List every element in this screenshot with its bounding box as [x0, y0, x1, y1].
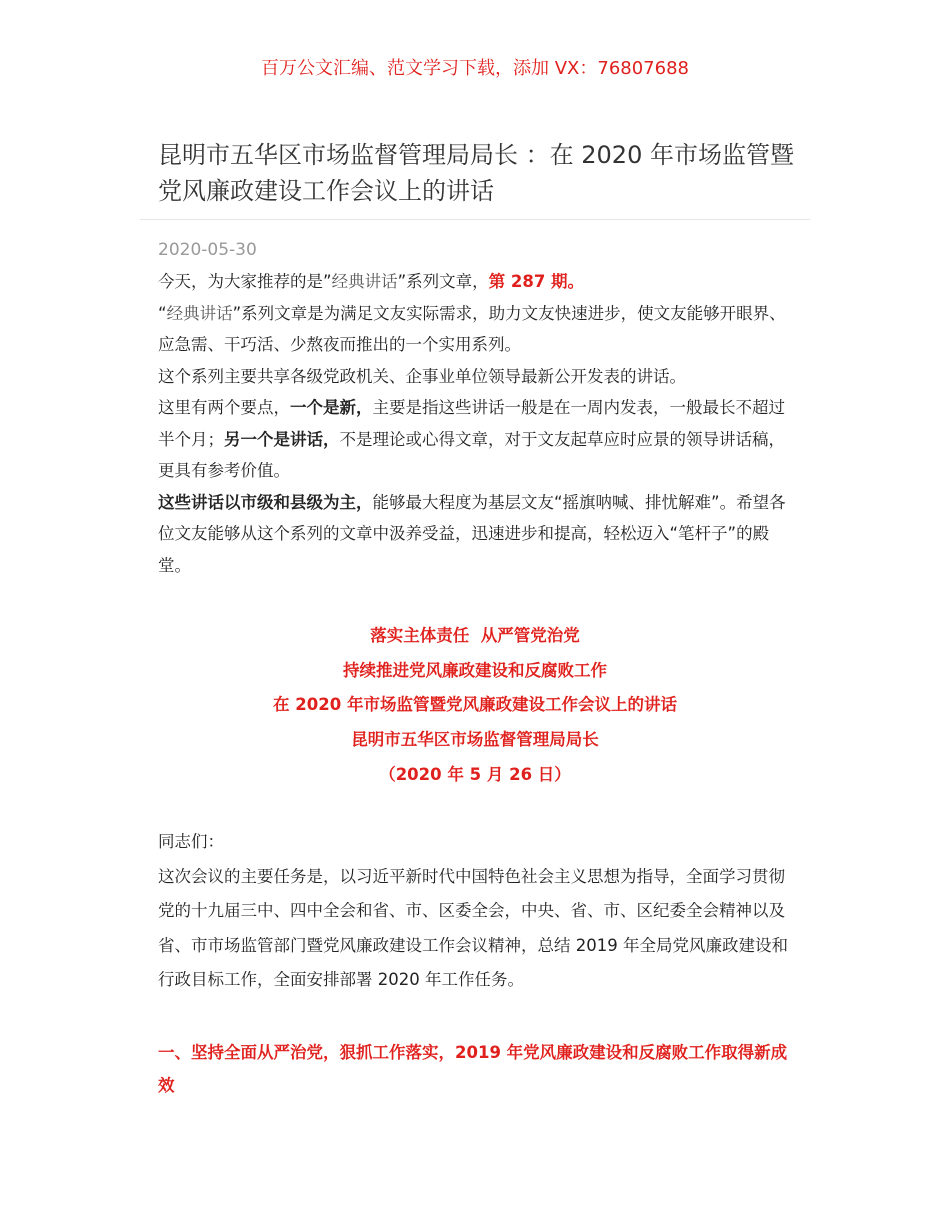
intro-text: 不是理论或心得文章，对于文友起草应时应景的领导讲话稿，更具有参考价值。 [158, 429, 785, 480]
publish-date: 2020-05-30 [158, 240, 257, 260]
speech-heading-line: 昆明市五华区市场监督管理局局长 [351, 730, 599, 750]
intro-text: 这里有两个要点， [158, 398, 290, 417]
body-paragraph: 这次会议的主要任务是，以习近平新时代中国特色社会主义思想为指导，全面学习贯彻党的十九届三中、四中全会和省、市、区委全会，中央、省、市、区纪委全会精神以及省、市市场监管部门暨党风廉政建设工作会议精神，总结 2019 年全局党风廉政建设和行政目标工作，全面安排部署 2020 年工作任务。 [158, 866, 788, 989]
intro-paragraph-4 [158, 392, 793, 487]
intro-text: 今天，为大家推荐的是” [158, 272, 332, 291]
series-name: 经典讲话 [331, 272, 398, 291]
section-heading-1: 一、坚持全面从严治党，狠抓工作落实，2019 年党风廉政建设和反腐败工作取得新成效 [158, 1043, 788, 1095]
key-point: 这些讲话以市级和县级为主， [158, 492, 373, 512]
intro-text: ”系列文章是为满足文友实际需求，助力文友快速进步，使文友能够开眼界、应急需、干巧活、少熬夜而推出的一个实用系列。 [158, 303, 786, 354]
series-name: 经典讲话 [166, 303, 233, 323]
intro-text: 主要是指这些讲话一般是在一周内发表，一般最长不超过半个月； [158, 398, 785, 449]
promo-banner: 百万公文汇编、范文学习下载，添加 VX：76807688 [261, 58, 689, 79]
issue-number: 第 287 期。 [488, 272, 585, 291]
intro-paragraph-5 [158, 487, 793, 582]
article-title: 昆明市五华区市场监督管理局局长 ：在 2020 年市场监管暨党风廉政建设工作会议上的讲话 [158, 141, 794, 205]
salutation: 同志们： [158, 832, 224, 851]
speech-date: （2020 年 5 月 26 日） [379, 764, 571, 784]
intro-paragraph-1 [158, 266, 793, 298]
intro-section [158, 266, 793, 581]
speech-heading-line: 持续推进党风廉政建设和反腐败工作 [343, 660, 607, 680]
intro-text: ”系列文章， [397, 272, 489, 291]
title-divider [140, 219, 810, 220]
key-point: 一个是新， [290, 398, 373, 417]
key-point: 另一个是讲话， [224, 429, 340, 449]
intro-text: 能够最大程度为基层文友“摇旗呐喊、排忧解难”。希望各位文友能够从这个系列的文章中汲养受益，迅速进步和提高，轻松迈入“笔杆子”的殿堂。 [158, 492, 786, 575]
speech-heading-line: 在 2020 年市场监管暨党风廉政建设工作会议上的讲话 [273, 695, 677, 715]
speech-heading [0, 619, 950, 793]
intro-paragraph-3: 这个系列主要共享各级党政机关、企事业单位领导最新公开发表的讲话。 [158, 366, 686, 386]
intro-paragraph-2 [158, 298, 793, 361]
speech-body [158, 825, 793, 998]
speech-heading-line: 落实主体责任 从严管党治党 [370, 626, 580, 645]
intro-text: “ [158, 303, 167, 323]
